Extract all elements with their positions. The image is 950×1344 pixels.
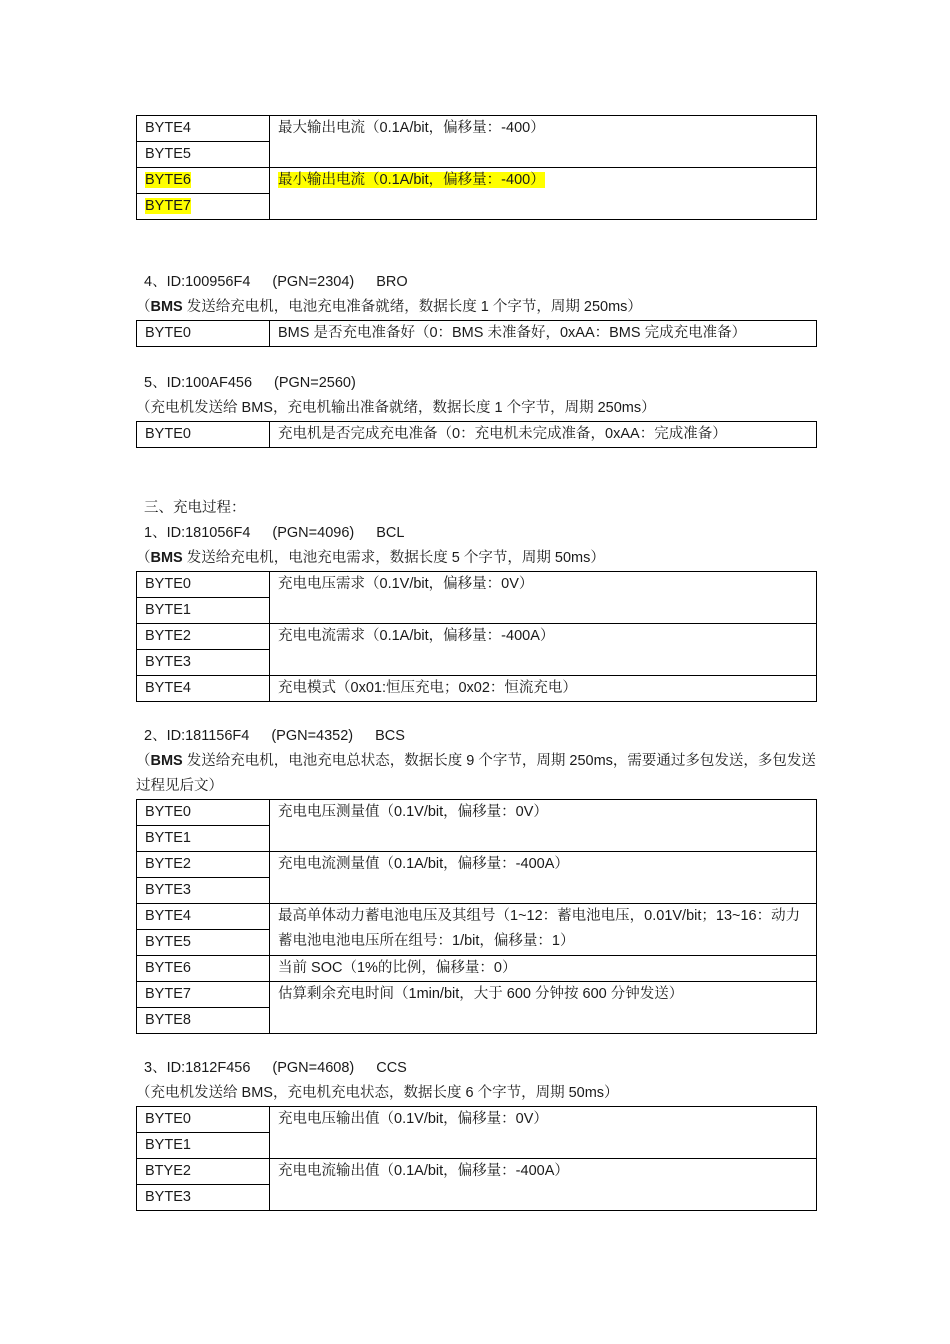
bold-bms: BMS xyxy=(150,299,183,315)
desc-cell: 最高单体动力蓄电池电压及其组号（1~12：蓄电池电压，0.01V/bit；13~16：动力蓄电池电池电压所在组号：1/bit，偏移量：1） xyxy=(270,904,817,956)
bcs-table xyxy=(136,799,817,1034)
message-name: CCS xyxy=(376,1060,407,1076)
table-row xyxy=(137,676,817,702)
table-row xyxy=(137,982,817,1008)
pgn: (PGN=2560) xyxy=(274,375,356,391)
table-row xyxy=(137,800,817,826)
table-row xyxy=(137,852,817,878)
section-title: 三、充电过程： xyxy=(144,500,246,516)
paren: （ xyxy=(136,550,151,566)
bro-heading xyxy=(136,270,817,295)
bcs-section xyxy=(136,724,817,1034)
byte-cell: BYTE3 xyxy=(137,878,270,904)
desc-text: 发送给充电机，电池充电需求，数据长度 5 个字节，周期 50ms） xyxy=(186,550,605,566)
byte-cell: BYTE3 xyxy=(137,1185,270,1211)
byte-cell: BYTE1 xyxy=(137,1133,270,1159)
desc-cell xyxy=(270,116,817,168)
highlighted-byte: BYTE7 xyxy=(145,198,191,214)
cro-table xyxy=(136,421,817,448)
bcl-table xyxy=(136,571,817,702)
message-id: 5、ID:100AF456 xyxy=(144,375,253,391)
desc-text: 发送给充电机，电池充电准备就绪，数据长度 1 个字节，周期 250ms） xyxy=(186,299,642,315)
bcl-section xyxy=(136,521,817,702)
pgn: (PGN=2304) xyxy=(272,274,355,290)
max-min-current-section xyxy=(136,115,817,220)
table-row xyxy=(137,572,817,598)
byte-cell: BYTE2 xyxy=(137,852,270,878)
message-id: 3、ID:1812F456 xyxy=(144,1060,251,1076)
byte-cell: BYTE0 xyxy=(137,321,270,347)
bcl-heading xyxy=(136,521,817,546)
byte-cell: BYTE5 xyxy=(137,930,270,956)
cro-description: （充电机发送给 BMS，充电机输出准备就绪，数据长度 1 个字节，周期 250ms） xyxy=(136,400,656,416)
table-row xyxy=(137,956,817,982)
desc-cell: 充电机是否完成充电准备（0：充电机未完成准备，0xAA：完成准备） xyxy=(270,422,817,448)
byte-cell xyxy=(137,168,270,194)
desc-cell: 充电电流需求（0.1A/bit，偏移量：-400A） xyxy=(270,624,817,676)
pgn: (PGN=4608) xyxy=(272,1060,355,1076)
bro-description xyxy=(136,295,817,320)
byte-cell: BYTE0 xyxy=(137,422,270,448)
message-name: BCL xyxy=(376,525,405,541)
message-id: 1、ID:181056F4 xyxy=(144,525,251,541)
table-row xyxy=(137,168,817,194)
highlighted-desc: 最小输出电流（0.1A/bit，偏移量：-400） xyxy=(278,172,545,188)
desc-cell: 充电电压需求（0.1V/bit，偏移量：0V） xyxy=(270,572,817,624)
desc-cell: 充电电流输出值（0.1A/bit，偏移量：-400A） xyxy=(270,1159,817,1211)
desc-cell: 当前 SOC（1%的比例，偏移量：0） xyxy=(270,956,817,982)
bold-bms: BMS xyxy=(150,550,183,566)
charging-process-section xyxy=(136,496,817,521)
cro-heading xyxy=(136,371,817,396)
table-row xyxy=(137,1159,817,1185)
desc-cell: 充电电压输出值（0.1V/bit，偏移量：0V） xyxy=(270,1107,817,1159)
byte-cell: BYTE0 xyxy=(137,1107,270,1133)
desc-cell xyxy=(270,168,817,220)
message-id: 2、ID:181156F4 xyxy=(144,728,250,744)
byte-cell: BYTE5 xyxy=(137,142,270,168)
byte-cell: BYTE0 xyxy=(137,572,270,598)
desc-text: 最大输出电流（0.1A/bit，偏移量：-400） xyxy=(278,120,545,136)
paren: （ xyxy=(136,299,151,315)
desc-cell: 充电电流测量值（0.1A/bit，偏移量：-400A） xyxy=(270,852,817,904)
byte-cell: BYTE4 xyxy=(137,676,270,702)
byte-cell: BYTE4 xyxy=(137,904,270,930)
table-row xyxy=(137,904,817,930)
ccs-table xyxy=(136,1106,817,1211)
byte-cell: BYTE1 xyxy=(137,598,270,624)
byte-cell: BYTE3 xyxy=(137,650,270,676)
table-row xyxy=(137,624,817,650)
bro-section xyxy=(136,270,817,347)
message-name: BRO xyxy=(376,274,408,290)
desc-cell: 充电模式（0x01:恒压充电；0x02：恒流充电） xyxy=(270,676,817,702)
byte-cell: BYTE4 xyxy=(137,116,270,142)
table-row xyxy=(137,422,817,448)
table-row xyxy=(137,116,817,142)
highlighted-byte: BYTE6 xyxy=(145,172,191,188)
desc-cell: 估算剩余充电时间（1min/bit，大于 600 分钟按 600 分钟发送） xyxy=(270,982,817,1034)
ccs-section xyxy=(136,1056,817,1211)
ccs-heading xyxy=(136,1056,817,1081)
cro-section xyxy=(136,371,817,448)
bcl-description xyxy=(136,546,817,571)
desc-text: 发送给充电机，电池充电总状态，数据长度 9 个字节，周期 250ms，需要通过多包发送，多包发送过程见后文） xyxy=(136,753,816,794)
desc-cell: 充电电压测量值（0.1V/bit，偏移量：0V） xyxy=(270,800,817,852)
bcs-heading xyxy=(136,724,817,749)
desc-cell: BMS 是否充电准备好（0：BMS 未准备好，0xAA：BMS 完成充电准备） xyxy=(270,321,817,347)
byte-cell xyxy=(137,194,270,220)
table-row xyxy=(137,1107,817,1133)
message-id: 4、ID:100956F4 xyxy=(144,274,251,290)
bro-table xyxy=(136,320,817,347)
pgn: (PGN=4096) xyxy=(272,525,355,541)
byte-cell: BYTE7 xyxy=(137,982,270,1008)
bold-bms: BMS xyxy=(150,753,183,769)
byte-cell: BYTE2 xyxy=(137,624,270,650)
ccs-description: （充电机发送给 BMS，充电机充电状态，数据长度 6 个字节，周期 50ms） xyxy=(136,1085,619,1101)
byte-cell: BYTE8 xyxy=(137,1008,270,1034)
pgn: (PGN=4352) xyxy=(271,728,354,744)
byte-cell: BYTE0 xyxy=(137,800,270,826)
table-row xyxy=(137,321,817,347)
bcs-description xyxy=(136,749,817,799)
paren: （ xyxy=(136,753,151,769)
message-name: BCS xyxy=(375,728,405,744)
byte-cell: BTYE2 xyxy=(137,1159,270,1185)
output-current-table xyxy=(136,115,817,220)
byte-cell: BYTE6 xyxy=(137,956,270,982)
byte-cell: BYTE1 xyxy=(137,826,270,852)
